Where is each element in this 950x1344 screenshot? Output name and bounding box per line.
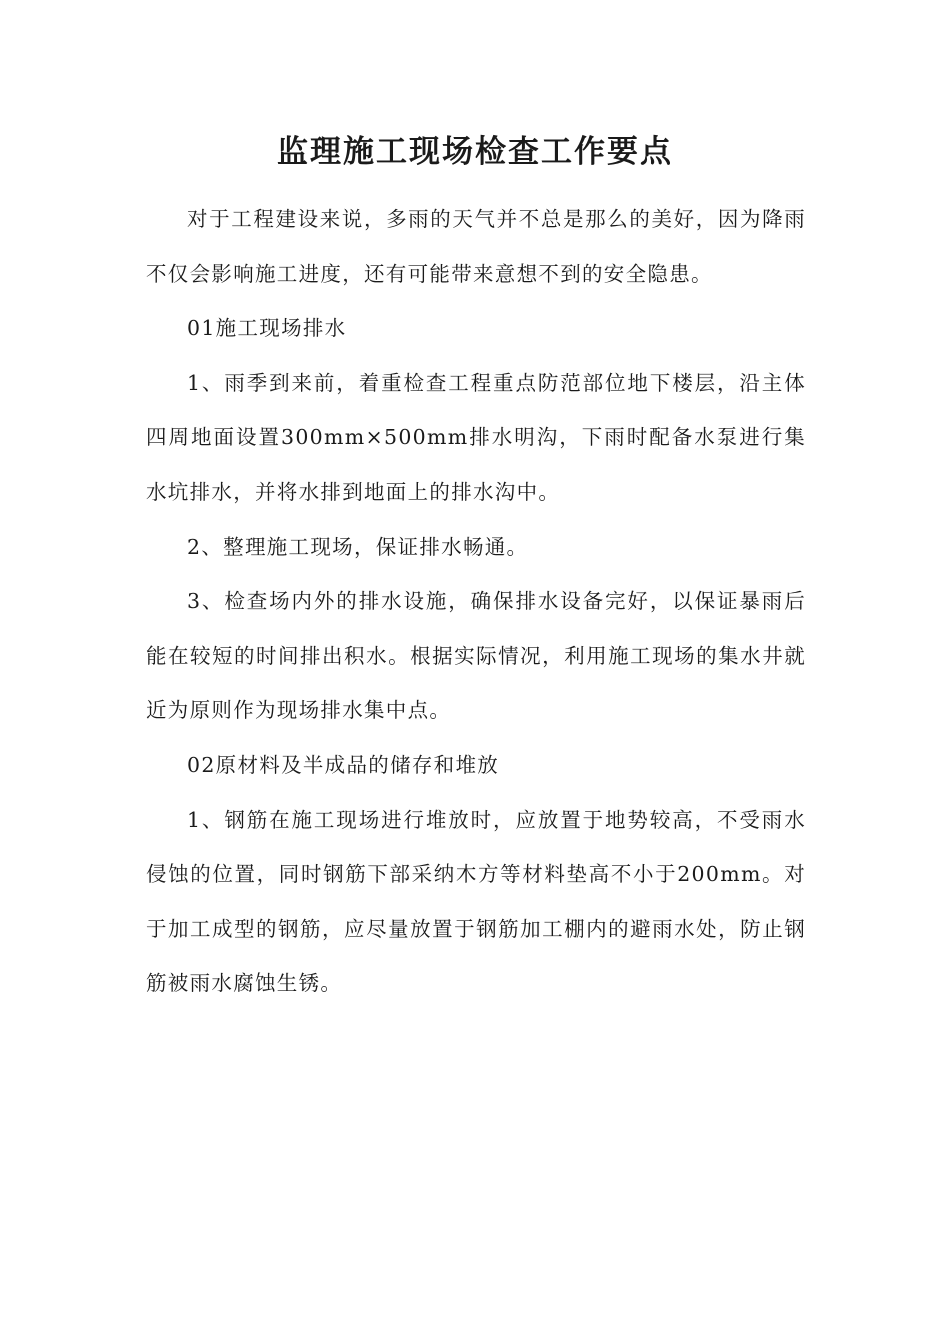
drainage-item-2: 2、整理施工现场，保证排水畅通。 (187, 534, 529, 559)
document-body (146, 192, 806, 1011)
document-title: 监理施工现场检查工作要点 (277, 134, 673, 170)
intro-paragraph: 对于工程建设来说，多雨的天气并不总是那么的美好，因为降雨不仅会影响施工进度，还有可能带来意想不到的安全隐患。 (146, 207, 806, 286)
section-heading-drainage: 01施工现场排水 (187, 316, 347, 341)
drainage-item-3: 3、检查场内外的排水设施，确保排水设备完好，以保证暴雨后能在较短的时间排出积水。根据实际情况，利用施工现场的集水井就近为原则作为现场排水集中点。 (146, 589, 806, 723)
section-heading-materials: 02原材料及半成品的储存和堆放 (187, 752, 500, 777)
materials-item-1: 1、钢筋在施工现场进行堆放时，应放置于地势较高，不受雨水侵蚀的位置，同时钢筋下部采纳木方等材料垫高不小于200mm。对于加工成型的钢筋，应尽量放置于钢筋加工棚内的避雨水处，防止钢筋被雨水腐蚀生锈。 (146, 807, 806, 996)
drainage-item-1: 1、雨季到来前，着重检查工程重点防范部位地下楼层，沿主体四周地面设置300mm×500mm排水明沟，下雨时配备水泵进行集水坑排水，并将水排到地面上的排水沟中。 (146, 370, 806, 504)
